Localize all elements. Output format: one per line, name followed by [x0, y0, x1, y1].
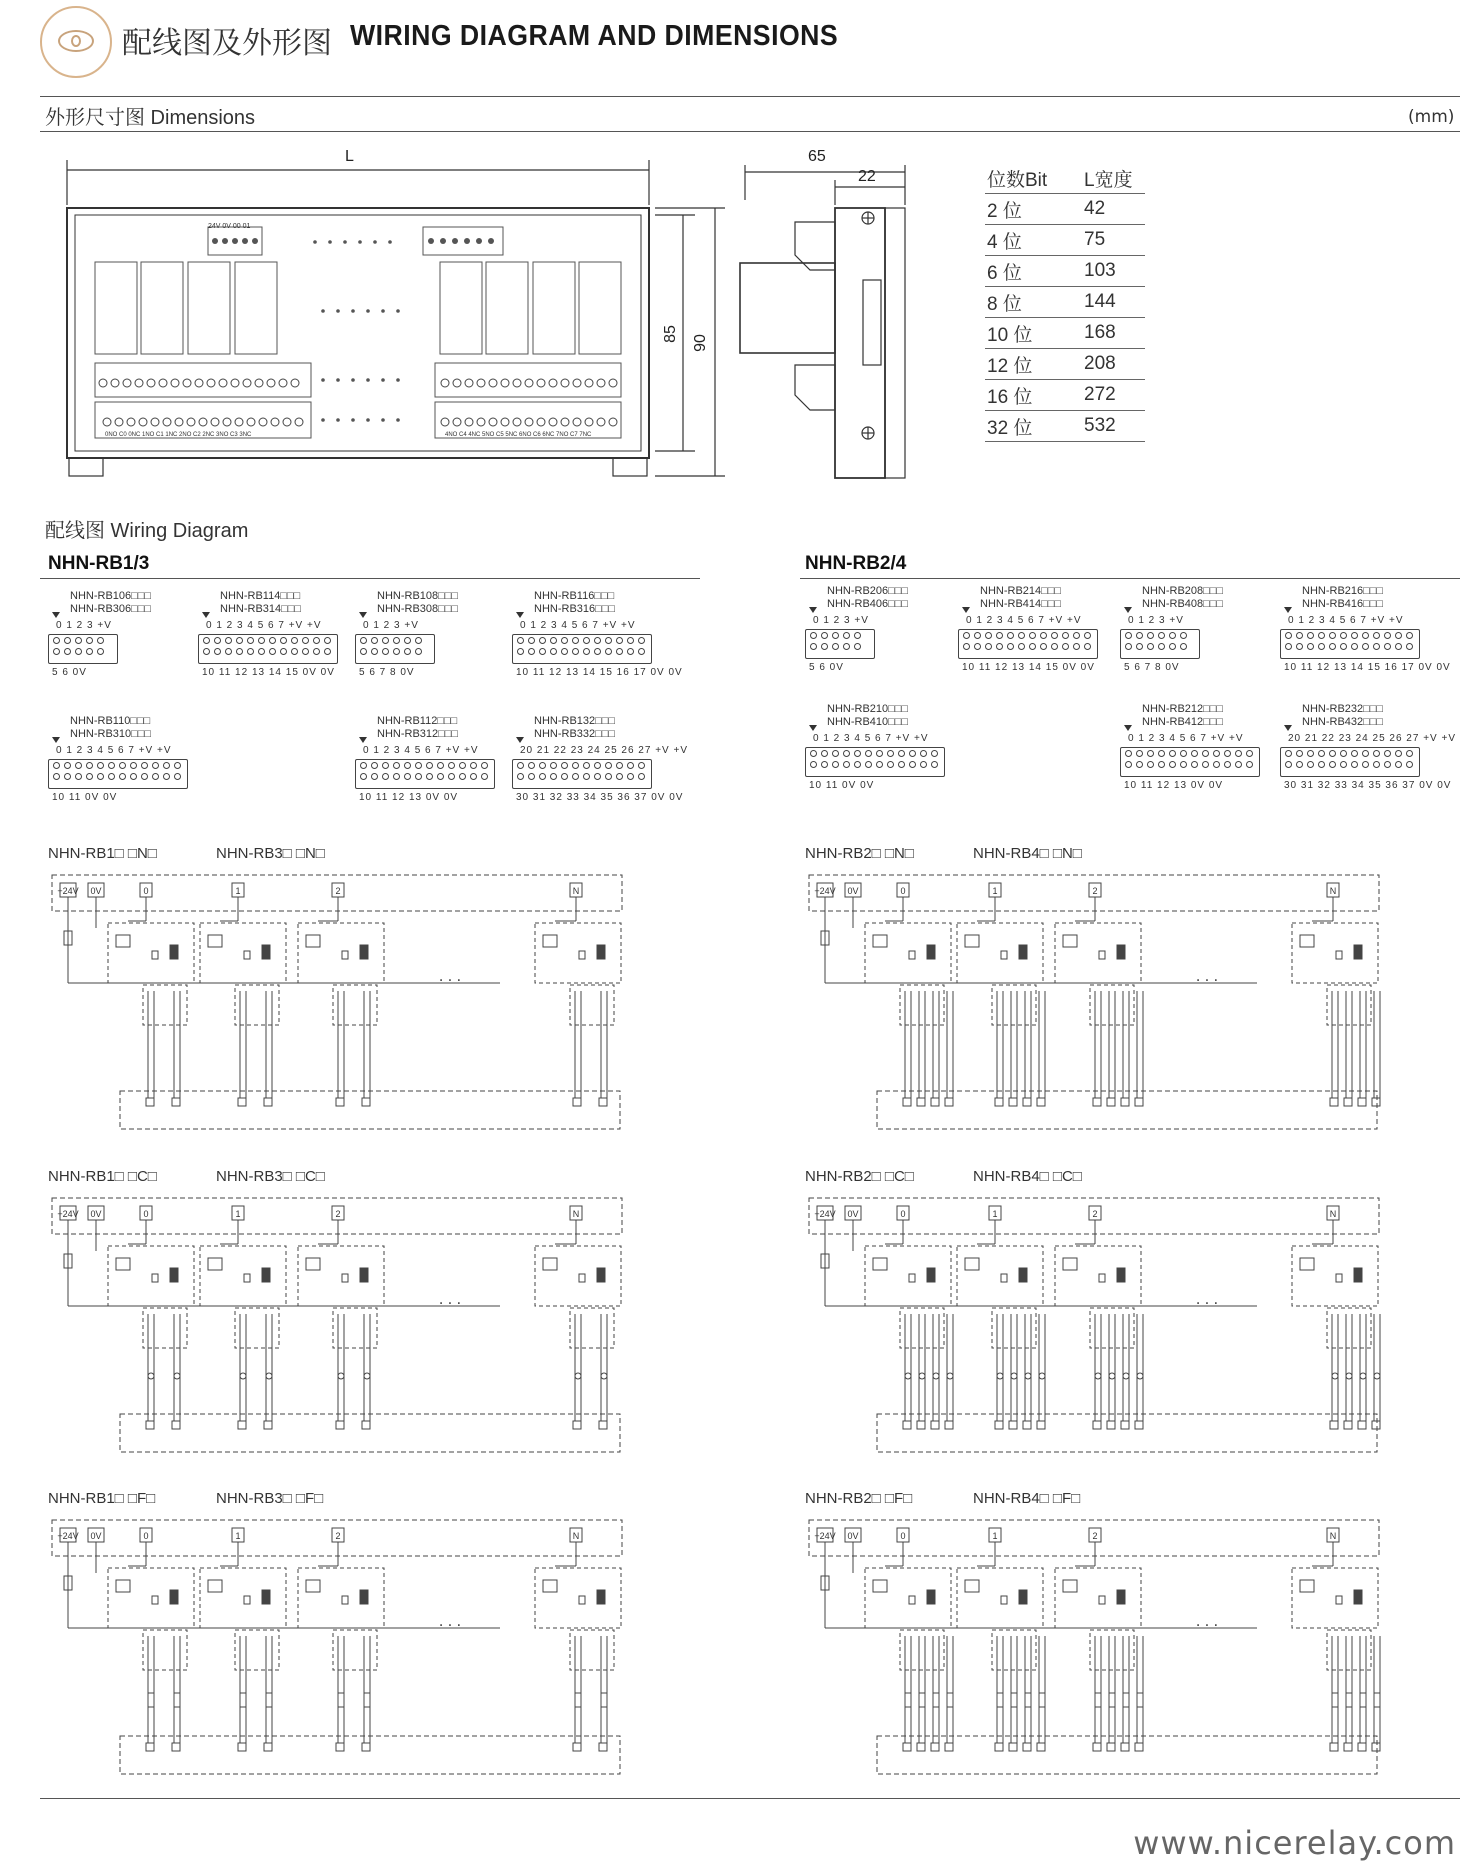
dim-L-label: L [345, 148, 354, 165]
bit-cell: 16 位 [985, 380, 1082, 411]
model-name-a: NHN-RB232□□□ [1302, 703, 1384, 715]
channel-label: +24V [57, 886, 79, 896]
model-name-b: NHN-RB310□□□ [70, 728, 152, 740]
model-name-a: NHN-RB114□□□ [220, 590, 301, 602]
connector-housing [355, 759, 495, 789]
diagram-caption: NHN-RB2□ □C□ [805, 1168, 914, 1185]
diagram-caption: NHN-RB4□ □N□ [973, 845, 1082, 862]
channel-label: 0V [90, 1531, 102, 1541]
table-row [985, 380, 1145, 411]
right-model-heading: NHN-RB2/4 [805, 553, 907, 574]
page-title-en: WIRING DIAGRAM AND DIMENSIONS [350, 20, 839, 52]
pin-labels-bottom: 10 11 12 13 14 15 16 17 0V 0V [1284, 662, 1451, 673]
footer-divider [40, 1798, 1460, 1799]
website-url: www.nicerelay.com [1133, 1824, 1456, 1862]
diagram-caption: NHN-RB1□ □F□ [48, 1490, 156, 1507]
pin-labels-top: 0 1 2 3 4 5 6 7 +V +V [966, 615, 1082, 626]
table-row [985, 225, 1145, 256]
bit-cell: 32 位 [985, 411, 1082, 442]
dim-22-label: 22 [858, 168, 876, 185]
channel-label: 0 [900, 1209, 906, 1219]
pin-labels-top: 0 1 2 3 +V [1128, 615, 1184, 626]
dim-85-label: 85 [661, 325, 679, 343]
pin1-marker-icon [1284, 725, 1292, 731]
pin1-marker-icon [1284, 607, 1292, 613]
bit-cell: 2 位 [985, 194, 1082, 225]
col-bit-header: 位数Bit [985, 163, 1082, 194]
model-name-b: NHN-RB406□□□ [827, 598, 909, 610]
bit-cell: 10 位 [985, 318, 1082, 349]
model-name-a: NHN-RB208□□□ [1142, 585, 1224, 597]
pin-labels-bottom: 10 11 12 13 14 15 0V 0V [202, 667, 335, 678]
connector-housing [198, 634, 338, 664]
channel-label: N [572, 886, 580, 896]
channel-ellipsis: · · · [1195, 1618, 1219, 1634]
channel-label: 0V [847, 1209, 859, 1219]
channel-label: +24V [814, 886, 836, 896]
pin1-marker-icon [809, 725, 817, 731]
pin1-marker-icon [52, 737, 60, 743]
connector-housing [1120, 747, 1260, 777]
width-cell: 272 [1082, 380, 1145, 411]
channel-label: +24V [814, 1531, 836, 1541]
connector-housing [512, 634, 652, 664]
model-name-b: NHN-RB416□□□ [1302, 598, 1384, 610]
pin-labels-top: 20 21 22 23 24 25 26 27 +V +V [520, 745, 689, 756]
pin1-marker-icon [1124, 607, 1132, 613]
wiring-diagram-F [807, 1518, 1387, 1788]
dimensions-divider [40, 131, 1460, 132]
bit-cell: 4 位 [985, 225, 1082, 256]
connector-housing [1280, 747, 1420, 777]
pin-labels-top: 0 1 2 3 4 5 6 7 +V +V [1288, 615, 1404, 626]
pin-labels-top: 0 1 2 3 +V [363, 620, 419, 631]
width-cell: 103 [1082, 256, 1145, 287]
channel-ellipsis: · · · [438, 1618, 462, 1634]
pin-labels-top: 0 1 2 3 4 5 6 7 +V +V [206, 620, 322, 631]
width-cell: 168 [1082, 318, 1145, 349]
wiring-diagram-N [50, 873, 630, 1143]
pin1-marker-icon [359, 737, 367, 743]
pin1-marker-icon [516, 612, 524, 618]
channel-label: 1 [992, 886, 998, 896]
dim-90-label: 90 [691, 334, 709, 352]
channel-label: 2 [1092, 886, 1098, 896]
pin1-marker-icon [962, 607, 970, 613]
diagram-caption: NHN-RB3□ □F□ [216, 1490, 324, 1507]
model-name-a: NHN-RB110□□□ [70, 715, 151, 727]
wiring-diagram-F [50, 1518, 630, 1788]
connector-housing [805, 629, 875, 659]
pin-labels-bottom: 5 6 0V [52, 667, 87, 678]
channel-label: 2 [335, 1209, 341, 1219]
channel-ellipsis: · · · [438, 1296, 462, 1312]
pin-labels-top: 0 1 2 3 4 5 6 7 +V +V [520, 620, 636, 631]
model-name-b: NHN-RB414□□□ [980, 598, 1062, 610]
diagram-caption: NHN-RB1□ □N□ [48, 845, 157, 862]
unit-label: (mm) [1408, 107, 1455, 127]
wiring-heading: 配线图 Wiring Diagram [45, 520, 249, 542]
model-name-a: NHN-RB210□□□ [827, 703, 909, 715]
channel-label: +24V [57, 1209, 79, 1219]
board-bottom-right-labels: 4NO C4 4NC 5NO C5 5NC 6NO C6 6NC 7NO C7 7NC [445, 432, 592, 438]
model-name-b: NHN-RB412□□□ [1142, 716, 1224, 728]
table-row [985, 287, 1145, 318]
table-row [985, 256, 1145, 287]
pin-labels-bottom: 10 11 12 13 14 15 0V 0V [962, 662, 1095, 673]
diagram-caption: NHN-RB1□ □C□ [48, 1168, 157, 1185]
width-cell: 42 [1082, 194, 1145, 225]
pin1-marker-icon [52, 612, 60, 618]
channel-label: 1 [235, 1209, 241, 1219]
channel-label: N [1329, 1209, 1337, 1219]
pin1-marker-icon [516, 737, 524, 743]
channel-label: 0 [900, 1531, 906, 1541]
pin-labels-bottom: 10 11 0V 0V [52, 792, 118, 803]
width-cell: 532 [1082, 411, 1145, 442]
pin-labels-top: 0 1 2 3 4 5 6 7 +V +V [813, 733, 929, 744]
connector-housing [512, 759, 652, 789]
channel-label: 1 [235, 886, 241, 896]
pin-labels-top: 20 21 22 23 24 25 26 27 +V +V [1288, 733, 1457, 744]
pin-labels-bottom: 5 6 0V [809, 662, 844, 673]
wiring-diagram-C [50, 1196, 630, 1466]
diagram-caption: NHN-RB3□ □C□ [216, 1168, 325, 1185]
channel-label: 1 [235, 1531, 241, 1541]
channel-label: 0V [847, 1531, 859, 1541]
channel-label: +24V [57, 1531, 79, 1541]
pin-labels-bottom: 30 31 32 33 34 35 36 37 0V 0V [1284, 780, 1452, 791]
model-name-a: NHN-RB212□□□ [1142, 703, 1224, 715]
connector-housing [355, 634, 435, 664]
model-name-a: NHN-RB108□□□ [377, 590, 459, 602]
channel-label: 1 [992, 1209, 998, 1219]
pin-labels-top: 0 1 2 3 4 5 6 7 +V +V [363, 745, 479, 756]
pin-labels-bottom: 30 31 32 33 34 35 36 37 0V 0V [516, 792, 684, 803]
connector-housing [958, 629, 1098, 659]
bit-width-table [985, 163, 1145, 442]
channel-label: N [572, 1209, 580, 1219]
channel-label: 0 [900, 886, 906, 896]
diagram-caption: NHN-RB2□ □F□ [805, 1490, 913, 1507]
channel-label: 1 [992, 1531, 998, 1541]
width-cell: 144 [1082, 287, 1145, 318]
model-name-a: NHN-RB206□□□ [827, 585, 909, 597]
connector-housing [48, 759, 188, 789]
channel-ellipsis: · · · [1195, 973, 1219, 989]
model-name-b: NHN-RB308□□□ [377, 603, 459, 615]
header-divider [40, 96, 1460, 97]
channel-label: 2 [1092, 1209, 1098, 1219]
pin-labels-bottom: 10 11 12 13 0V 0V [359, 792, 459, 803]
connector-housing [1280, 629, 1420, 659]
wiring-diagram-C [807, 1196, 1387, 1466]
pin-labels-top: 0 1 2 3 +V [56, 620, 112, 631]
model-name-a: NHN-RB106□□□ [70, 590, 152, 602]
page-title-cn: 配线图及外形图 [122, 26, 332, 61]
pin-labels-top: 0 1 2 3 +V [813, 615, 869, 626]
pin-labels-bottom: 5 6 7 8 0V [1124, 662, 1180, 673]
pin1-marker-icon [809, 607, 817, 613]
channel-ellipsis: · · · [438, 973, 462, 989]
pin1-marker-icon [359, 612, 367, 618]
diagram-caption: NHN-RB3□ □N□ [216, 845, 325, 862]
model-name-a: NHN-RB116□□□ [534, 590, 615, 602]
channel-label: 0V [90, 886, 102, 896]
model-name-b: NHN-RB432□□□ [1302, 716, 1384, 728]
table-header-row [985, 163, 1145, 194]
model-name-b: NHN-RB306□□□ [70, 603, 152, 615]
model-name-a: NHN-RB214□□□ [980, 585, 1062, 597]
bit-cell: 12 位 [985, 349, 1082, 380]
front-view-drawing [55, 145, 725, 480]
channel-label: 2 [335, 886, 341, 896]
model-name-b: NHN-RB332□□□ [534, 728, 616, 740]
model-name-a: NHN-RB216□□□ [1302, 585, 1384, 597]
table-row [985, 194, 1145, 225]
bit-cell: 6 位 [985, 256, 1082, 287]
width-cell: 75 [1082, 225, 1145, 256]
connector-housing [48, 634, 118, 664]
pin1-marker-icon [202, 612, 210, 618]
diagram-caption: NHN-RB4□ □C□ [973, 1168, 1082, 1185]
model-name-a: NHN-RB112□□□ [377, 715, 458, 727]
left-model-divider [40, 578, 700, 579]
side-view-drawing [735, 160, 925, 480]
dim-65-label: 65 [808, 148, 826, 165]
channel-label: N [1329, 1531, 1337, 1541]
table-row [985, 318, 1145, 349]
channel-label: N [1329, 886, 1337, 896]
pin-labels-top: 0 1 2 3 4 5 6 7 +V +V [1128, 733, 1244, 744]
channel-label: 2 [335, 1531, 341, 1541]
col-width-header: L宽度 [1082, 163, 1145, 194]
channel-label: 0 [143, 1531, 149, 1541]
table-row [985, 349, 1145, 380]
pin-labels-bottom: 10 11 12 13 14 15 16 17 0V 0V [516, 667, 683, 678]
table-row [985, 411, 1145, 442]
channel-label: N [572, 1531, 580, 1541]
channel-label: 0V [90, 1209, 102, 1219]
connector-housing [805, 747, 945, 777]
dimensions-heading: 外形尺寸图 Dimensions [45, 107, 256, 129]
board-bottom-left-labels: 0NO C0 0NC 1NO C1 1NC 2NO C2 2NC 3NO C3 3NC [105, 432, 252, 438]
pin-labels-bottom: 10 11 12 13 0V 0V [1124, 780, 1224, 791]
diagram-caption: NHN-RB2□ □N□ [805, 845, 914, 862]
left-model-heading: NHN-RB1/3 [48, 553, 150, 574]
eye-logo-icon [58, 30, 94, 52]
channel-label: 2 [1092, 1531, 1098, 1541]
width-cell: 208 [1082, 349, 1145, 380]
model-name-b: NHN-RB408□□□ [1142, 598, 1224, 610]
connector-housing [1120, 629, 1200, 659]
pin-labels-bottom: 5 6 7 8 0V [359, 667, 415, 678]
pin1-marker-icon [1124, 725, 1132, 731]
bit-cell: 8 位 [985, 287, 1082, 318]
model-name-b: NHN-RB316□□□ [534, 603, 616, 615]
model-name-a: NHN-RB132□□□ [534, 715, 616, 727]
model-name-b: NHN-RB312□□□ [377, 728, 459, 740]
channel-label: 0 [143, 1209, 149, 1219]
model-name-b: NHN-RB410□□□ [827, 716, 909, 728]
pin-labels-top: 0 1 2 3 4 5 6 7 +V +V [56, 745, 172, 756]
channel-label: 0 [143, 886, 149, 896]
model-name-b: NHN-RB314□□□ [220, 603, 302, 615]
wiring-diagram-N [807, 873, 1387, 1143]
channel-label: +24V [814, 1209, 836, 1219]
channel-label: 0V [847, 886, 859, 896]
board-top-labels: 24V 0V 00 01 [208, 223, 251, 230]
channel-ellipsis: · · · [1195, 1296, 1219, 1312]
diagram-caption: NHN-RB4□ □F□ [973, 1490, 1081, 1507]
pin-labels-bottom: 10 11 0V 0V [809, 780, 875, 791]
right-model-divider [800, 578, 1460, 579]
